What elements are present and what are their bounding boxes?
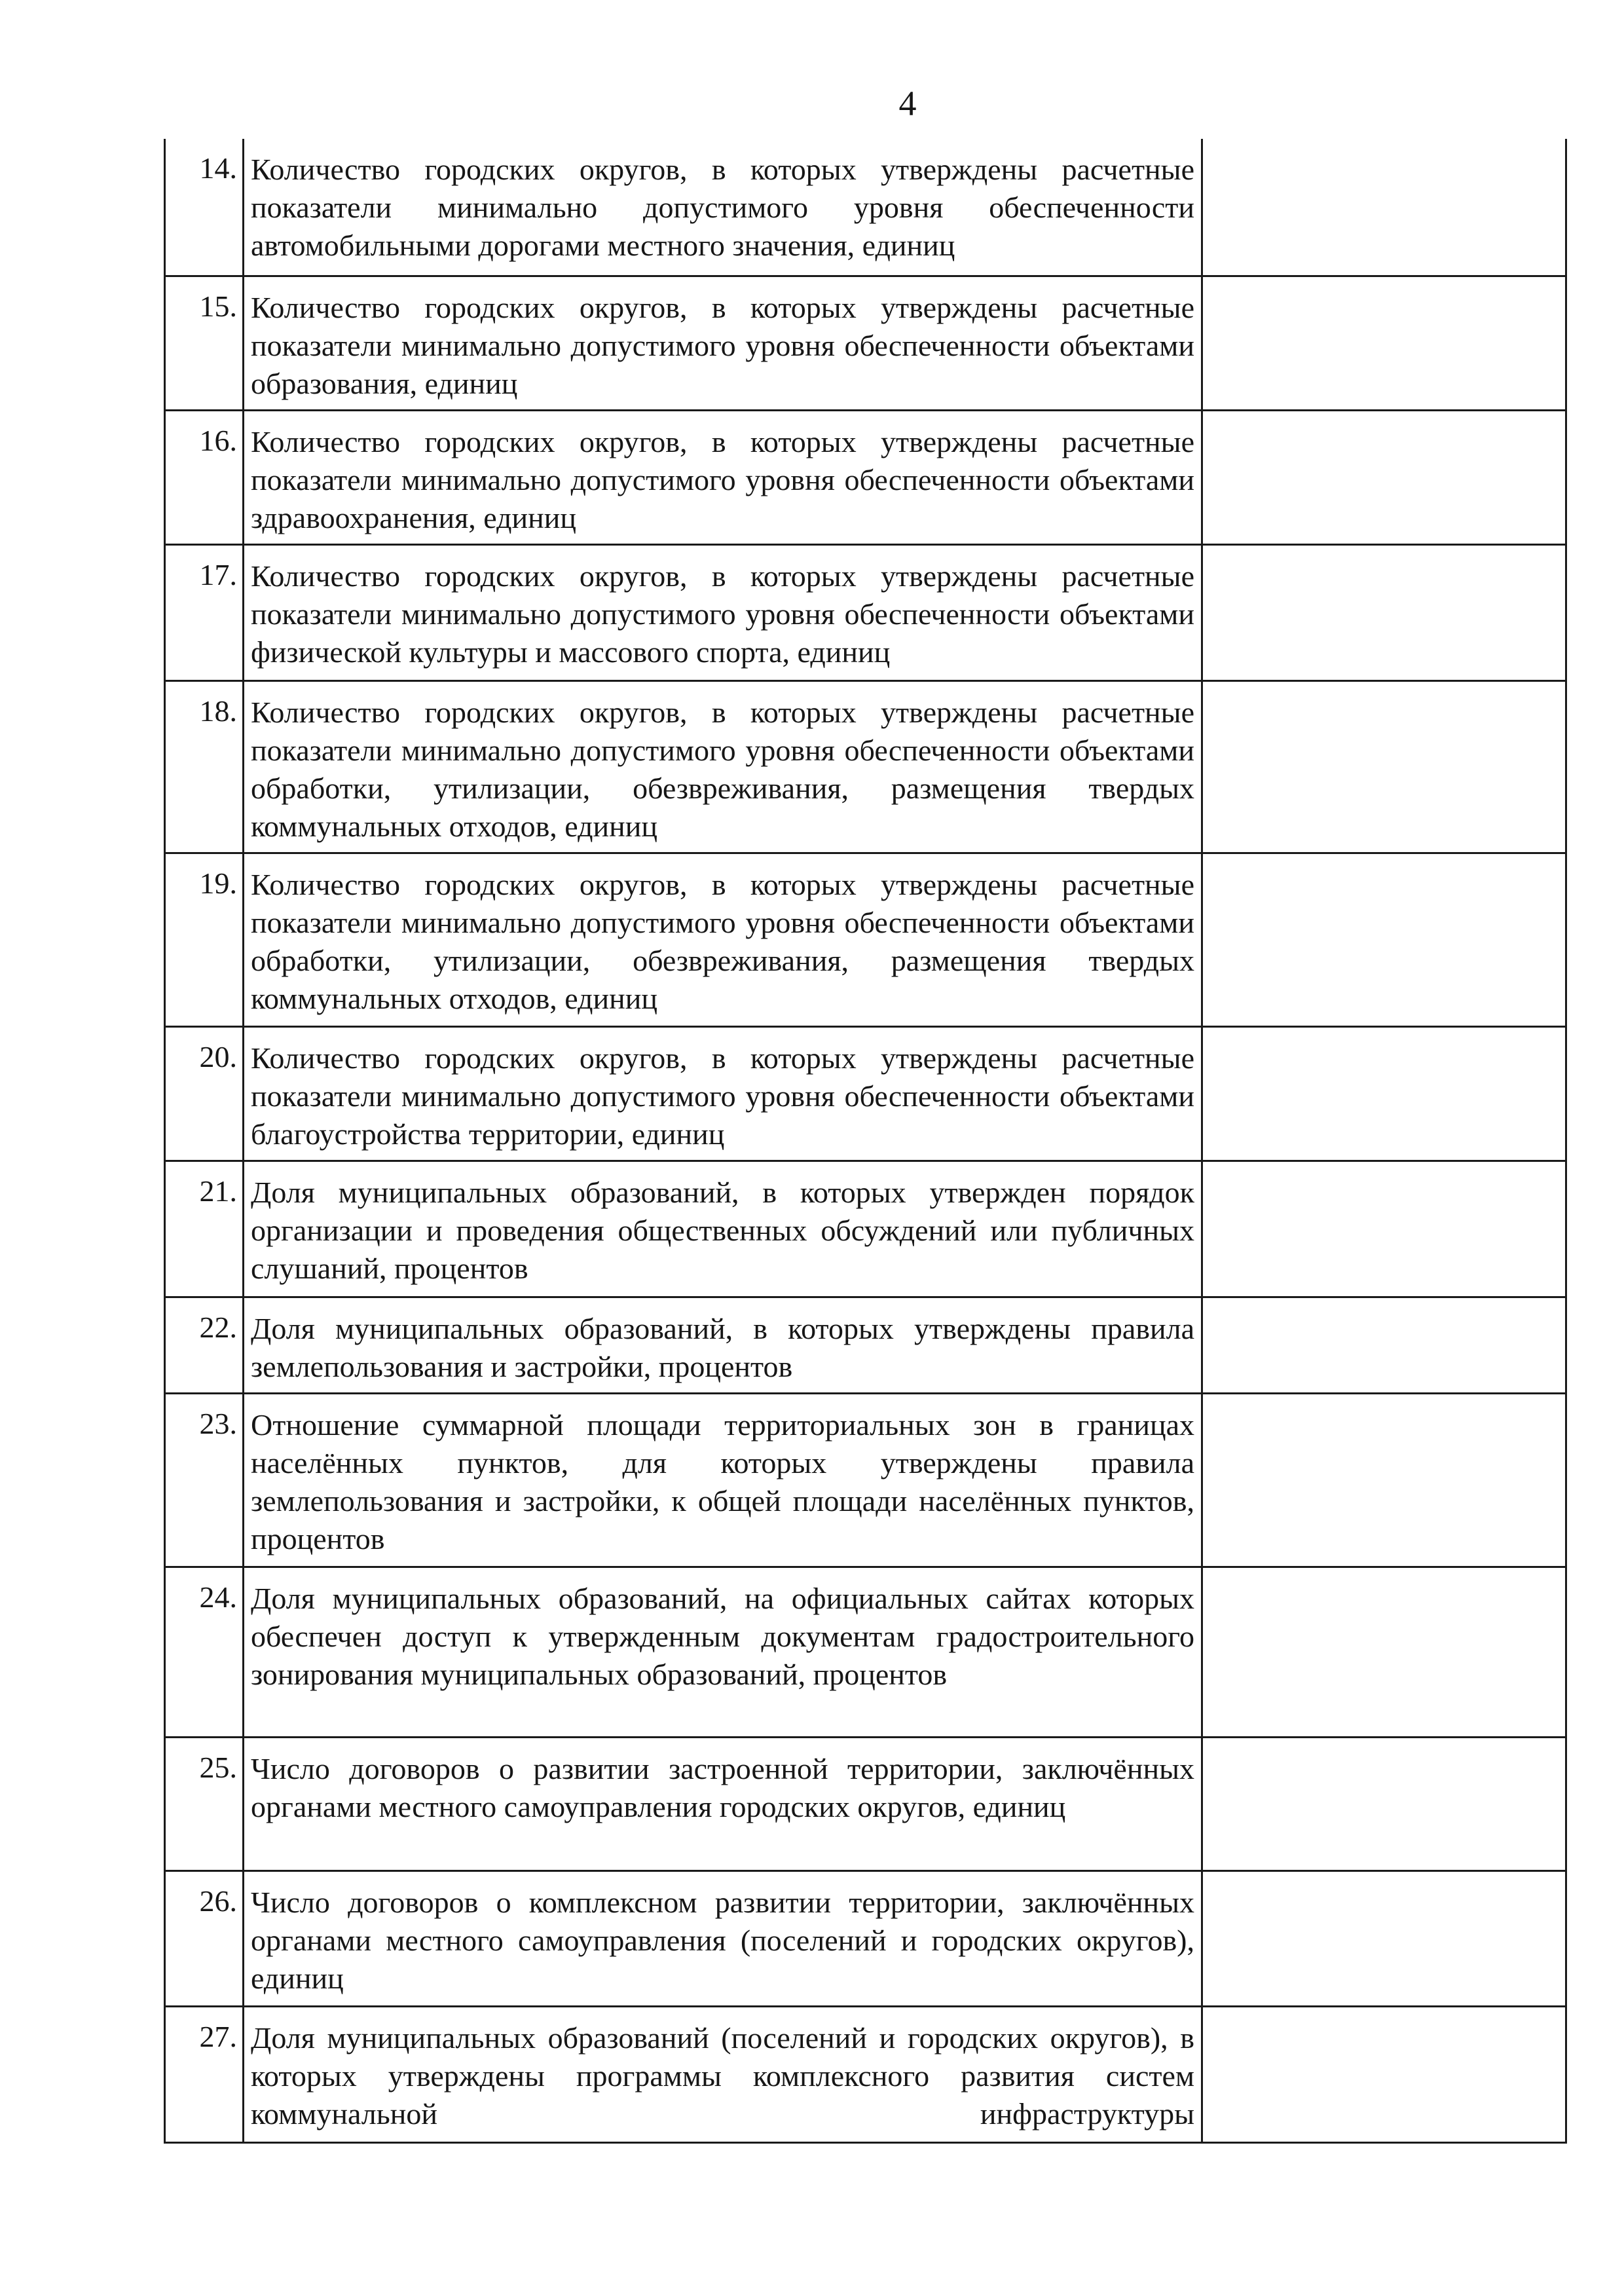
value-cell [1202,1026,1566,1161]
row-number: 26. [165,1870,244,2006]
row-text-cell [244,2006,1202,2142]
value-cell [1202,1161,1566,1297]
indicator-text: Количество городских округов, в которых утверждены расчетные показатели минимально допустимого уровня обеспеченности автомобильными дорогами местного значения, единиц [251,153,1194,262]
row-text-cell [244,276,1202,410]
value-cell [1202,1737,1566,1870]
row-text-cell [244,1567,1202,1737]
value-cell [1202,544,1566,680]
row-text-cell [244,1161,1202,1297]
row-number: 21. [165,1161,244,1297]
indicator-text: Доля муниципальных образований, в которых утвержден порядок организации и проведения общественных обсуждений или публичных слушаний, процентов [251,1175,1194,1285]
value-cell [1202,410,1566,544]
table-row [165,276,1566,410]
table-row [165,1161,1566,1297]
row-number: 16. [165,410,244,544]
indicator-text: Число договоров о комплексном развитии территории, заключённых органами местного самоуправления (поселений и городских округов), единиц [251,1885,1194,1995]
row-text-cell [244,544,1202,680]
table-row [165,410,1566,544]
value-cell [1202,1297,1566,1393]
indicator-text: Доля муниципальных образований (поселений и городских округов), в которых утверждены программы комплексного развития систем коммунальной инфраструктуры [251,2020,1194,2131]
table-row [165,1567,1566,1737]
indicator-text: Доля муниципальных образований, на официальных сайтах которых обеспечен доступ к утвержденным документам градостроительного зонирования муниципальных образований, процентов [251,1581,1194,1691]
row-number: 17. [165,544,244,680]
indicator-text: Число договоров о развитии застроенной территории, заключённых органами местного самоуправления городских округов, единиц [251,1751,1194,1823]
indicator-text: Количество городских округов, в которых утверждены расчетные показатели минимально допустимого уровня обеспеченности объектами благоустройства территории, единиц [251,1041,1194,1151]
row-number: 23. [165,1393,244,1567]
table-row [165,1026,1566,1161]
row-number: 20. [165,1026,244,1161]
value-cell [1202,1567,1566,1737]
table-row [165,853,1566,1026]
value-cell [1202,139,1566,276]
value-cell [1202,2006,1566,2142]
row-text-cell [244,853,1202,1026]
indicator-text: Количество городских округов, в которых утверждены расчетные показатели минимально допустимого уровня обеспеченности объектами образования, единиц [251,290,1194,400]
value-cell [1202,680,1566,853]
value-cell [1202,853,1566,1026]
row-number: 15. [165,276,244,410]
row-number: 22. [165,1297,244,1393]
indicator-text: Количество городских округов, в которых утверждены расчетные показатели минимально допустимого уровня обеспеченности объектами обработки, утилизации, обезвреживания, размещения твердых коммунальных отходов, единиц [251,867,1194,1015]
row-text-cell [244,1737,1202,1870]
row-number: 18. [165,680,244,853]
row-text-cell [244,680,1202,853]
row-text-cell [244,410,1202,544]
indicator-text: Количество городских округов, в которых утверждены расчетные показатели минимально допустимого уровня обеспеченности объектами обработки, утилизации, обезвреживания, размещения твердых коммунальных отходов, единиц [251,695,1194,843]
indicator-text: Доля муниципальных образований, в которых утверждены правила землепользования и застройки, процентов [251,1311,1194,1383]
page-number: 4 [898,84,917,123]
table-row [165,544,1566,680]
row-text-cell [244,139,1202,276]
indicator-text: Количество городских округов, в которых утверждены расчетные показатели минимально допустимого уровня обеспеченности объектами здравоохранения, единиц [251,424,1194,534]
table-row [165,1297,1566,1393]
value-cell [1202,1870,1566,2006]
indicator-text: Количество городских округов, в которых утверждены расчетные показатели минимально допустимого уровня обеспеченности объектами физической культуры и массового спорта, единиц [251,559,1194,669]
table-row [165,1393,1566,1567]
row-number: 27. [165,2006,244,2142]
indicators-table [164,139,1567,2144]
row-number: 19. [165,853,244,1026]
table-row [165,680,1566,853]
indicator-text: Отношение суммарной площади территориальных зон в границах населённых пунктов, для которых утверждены правила землепользования и застройки, к общей площади населённых пунктов, процентов [251,1407,1194,1555]
value-cell [1202,276,1566,410]
row-text-cell [244,1026,1202,1161]
row-text-cell [244,1870,1202,2006]
table-row [165,1737,1566,1870]
table-row [165,139,1566,276]
table-row [165,2006,1566,2142]
table-row [165,1870,1566,2006]
row-number: 25. [165,1737,244,1870]
row-text-cell [244,1393,1202,1567]
row-number: 24. [165,1567,244,1737]
value-cell [1202,1393,1566,1567]
row-text-cell [244,1297,1202,1393]
row-number: 14. [165,139,244,276]
